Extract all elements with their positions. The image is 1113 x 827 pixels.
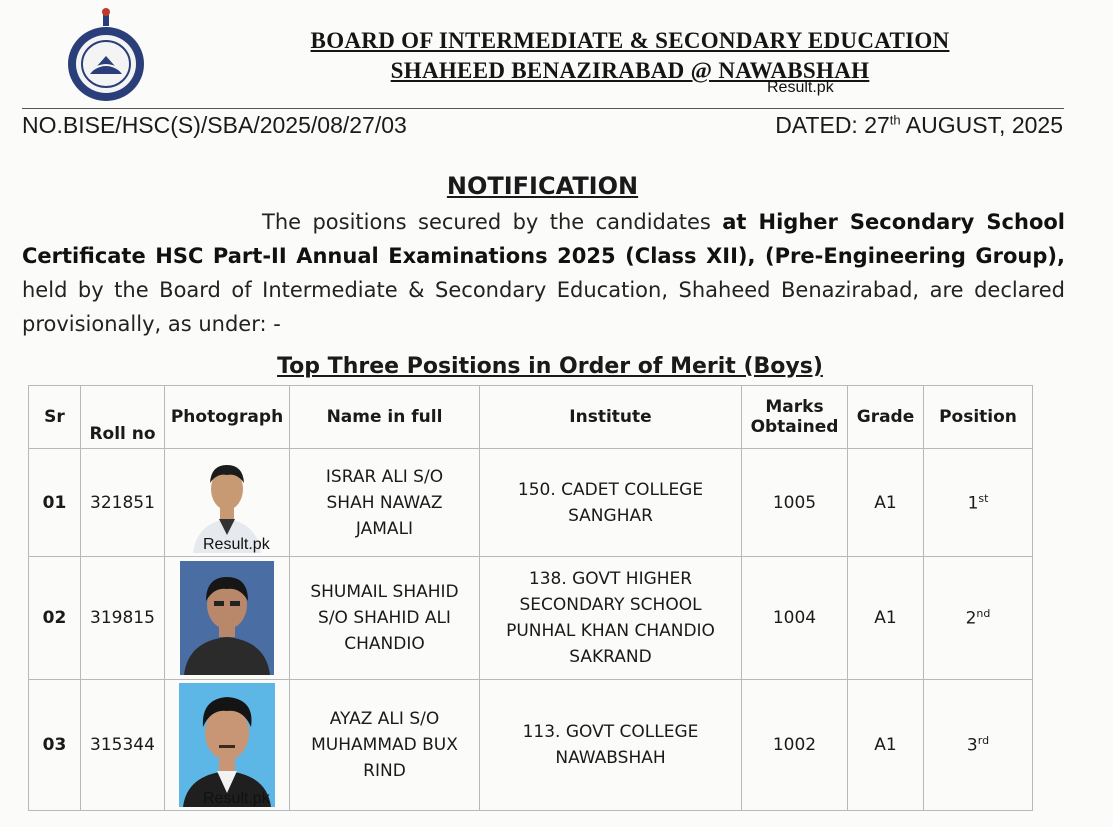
position-cell: [924, 680, 1033, 811]
institute-line: NAWABSHAH: [555, 748, 666, 768]
marks-cell: 1002: [742, 680, 848, 811]
table-title: Top Three Positions in Order of Merit (Boys): [277, 354, 823, 379]
institute-line: SECONDARY SCHOOL: [519, 595, 702, 615]
table-header-row: [29, 386, 1033, 449]
institute-line: SANGHAR: [568, 505, 653, 526]
name-line: AYAZ ALI S/O: [329, 709, 440, 729]
watermark-text: Result.pk: [767, 79, 834, 96]
photo-cell: [165, 449, 290, 557]
board-logo: [62, 8, 150, 106]
header-institute: Institute: [480, 386, 742, 449]
name-cell: [290, 449, 480, 557]
position-sup: nd: [976, 607, 991, 621]
header-photo: Photograph: [165, 386, 290, 449]
institute-line: 138. GOVT HIGHER: [528, 569, 693, 589]
photo-watermark: Result.pk: [203, 536, 270, 553]
sr-cell: 02: [29, 557, 81, 680]
header-position: Position: [924, 386, 1033, 449]
name-line: ISRAR ALI S/O: [325, 466, 444, 487]
reference-number: NO.BISE/HSC(S)/SBA/2025/08/27/03: [22, 112, 407, 138]
position-number: 3: [966, 735, 978, 756]
candidate-photo: [179, 683, 275, 807]
position-cell: [924, 449, 1033, 557]
institute-cell: [480, 680, 742, 811]
header-divider: [22, 108, 1064, 109]
institute-line: 113. GOVT COLLEGE: [522, 722, 699, 742]
notification-title: NOTIFICATION: [446, 172, 639, 200]
seal-icon: [62, 8, 150, 106]
name-line: SHAH NAWAZ: [326, 492, 443, 513]
name-line: CHANDIO: [344, 634, 425, 654]
name-line: MUHAMMAD BUX: [311, 735, 458, 755]
header-name: Name in full: [290, 386, 480, 449]
marks-cell: 1004: [742, 557, 848, 680]
position-number: 1: [967, 493, 979, 514]
date-line: [775, 112, 1063, 139]
notification-paragraph: [22, 205, 1065, 341]
merit-table: [28, 385, 1033, 811]
header-marks-1: Marks: [765, 397, 824, 417]
institute-cell: [480, 449, 742, 557]
photo-cell: [165, 557, 290, 680]
table-row: [29, 449, 1033, 557]
position-sup: st: [978, 491, 989, 505]
institute-line: PUNHAL KHAN CHANDIO: [506, 621, 715, 641]
grade-cell: A1: [848, 449, 924, 557]
table-row: [29, 557, 1033, 680]
photo-watermark: Result.pk: [203, 790, 270, 807]
position-sup: rd: [977, 734, 990, 748]
header-marks-2: Obtained: [750, 417, 839, 437]
sr-cell: 03: [29, 680, 81, 811]
marks-cell: 1005: [742, 449, 848, 557]
grade-cell: A1: [848, 557, 924, 680]
name-line: S/O SHAHID ALI: [318, 608, 451, 628]
header-sr: Sr: [29, 386, 81, 449]
header-grade: Grade: [848, 386, 924, 449]
position-cell: [924, 557, 1033, 680]
name-cell: [290, 557, 480, 680]
name-line: SHUMAIL SHAHID: [310, 582, 459, 602]
table-row: [29, 680, 1033, 811]
grade-cell: A1: [848, 680, 924, 811]
para-part2: held by the Board of Intermediate & Secondary Education, Shaheed Benazirabad, are declared provisionally, as under: -: [22, 278, 1065, 336]
date-prefix: DATED: 27: [775, 112, 890, 138]
board-name-line1: BOARD OF INTERMEDIATE & SECONDARY EDUCATION: [310, 28, 950, 53]
institute-cell: [480, 557, 742, 680]
date-suffix: AUGUST, 2025: [900, 112, 1063, 138]
name-cell: [290, 680, 480, 811]
roll-cell: 321851: [81, 449, 165, 557]
date-sup: th: [889, 112, 901, 128]
para-bold: at Higher Secondary School Certificate HSC Part-II Annual Examinations 2025 (Class XII), (Pre-Engineering Group),: [22, 210, 1065, 268]
roll-cell: 319815: [81, 557, 165, 680]
candidate-photo: [180, 561, 274, 675]
name-line: JAMALI: [355, 518, 414, 539]
roll-cell: 315344: [81, 680, 165, 811]
photo-cell: [165, 680, 290, 811]
sr-cell: 01: [29, 449, 81, 557]
name-line: RIND: [363, 761, 406, 781]
institute-line: SAKRAND: [569, 647, 652, 667]
board-name-line2: SHAHEED BENAZIRABAD @ NAWABSHAH: [390, 58, 870, 83]
header-roll: [81, 386, 165, 449]
header-marks: [742, 386, 848, 449]
position-number: 2: [965, 608, 977, 629]
para-part1: The positions secured by the candidates: [262, 210, 723, 234]
institute-line: 150. CADET COLLEGE: [517, 479, 704, 500]
header-roll-text: Roll no: [89, 424, 156, 444]
